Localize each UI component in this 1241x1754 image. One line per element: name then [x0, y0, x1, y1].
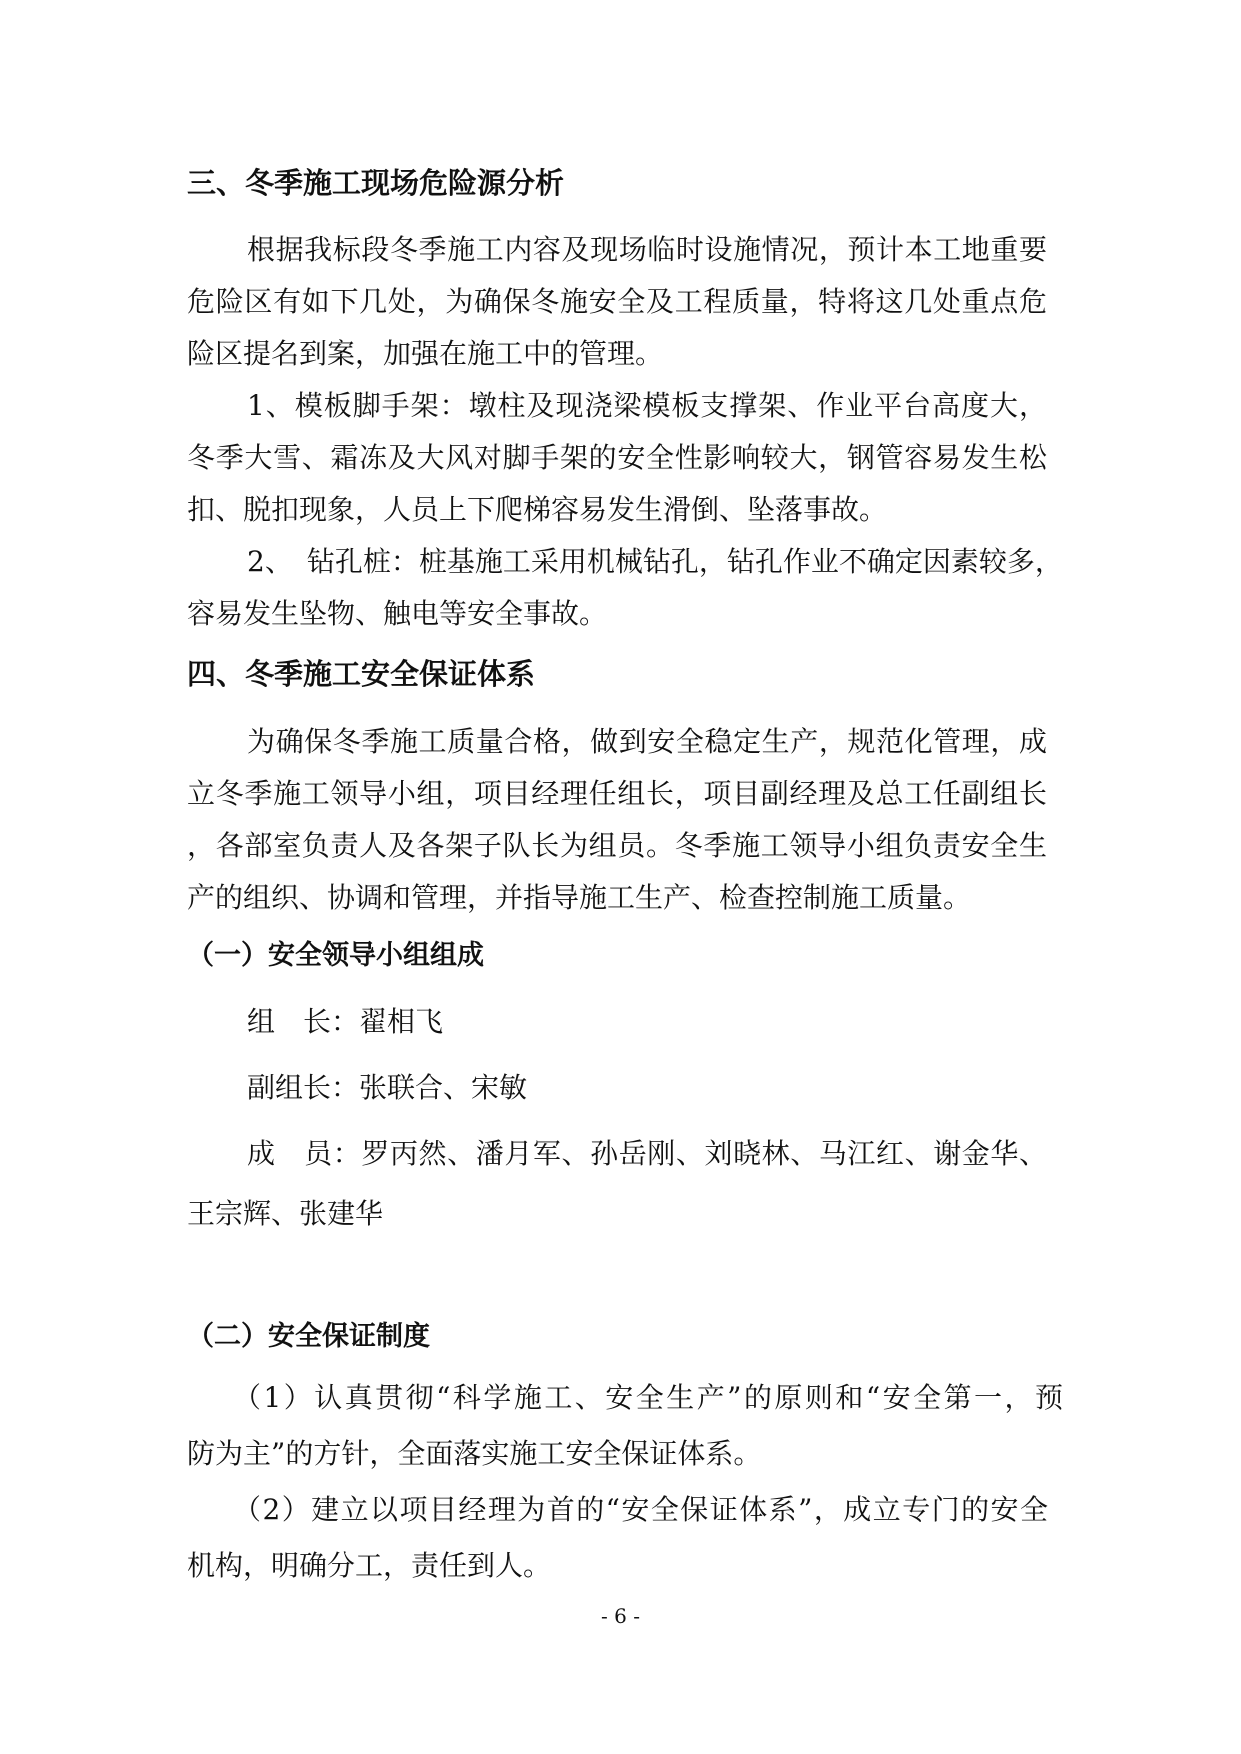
page-number: - 6 - [601, 1604, 640, 1628]
team-members-line-2: 王宗辉、张建华 [187, 1197, 384, 1230]
hazard-item-2-line-2: 容易发生坠物、触电等安全事故。 [187, 597, 608, 630]
section-3-intro-line-2: 危险区有如下几处，为确保冬施安全及工程质量，特将这几处重点危 [187, 285, 1047, 318]
hazard-item-1-line-1: 1、模板脚手架：墩柱及现浇梁模板支撑架、作业平台高度大， [247, 389, 1047, 422]
subsection-1-heading: （一）安全领导小组组成 [187, 940, 484, 971]
team-deputy-leaders: 副组长：张联合、宋敏 [247, 1071, 528, 1104]
section-3-heading: 三、冬季施工现场危险源分析 [187, 166, 565, 200]
hazard-item-2-line-1: 2、 钻孔桩：桩基施工采用机械钻孔，钻孔作业不确定因素较多， [247, 545, 1063, 578]
section-4-intro-line-2: 立冬季施工领导小组，项目经理任组长，项目副经理及总工任副组长 [187, 777, 1047, 810]
safety-rule-1-line-1: （1）认真贯彻“科学施工、安全生产”的原则和“安全第一，预 [233, 1381, 1063, 1414]
hazard-item-1-line-3: 扣、脱扣现象，人员上下爬梯容易发生滑倒、坠落事故。 [187, 493, 888, 526]
section-4-intro-line-4: 产的组织、协调和管理，并指导施工生产、检查控制施工质量。 [187, 881, 972, 914]
subsection-2-heading: （二）安全保证制度 [187, 1321, 430, 1352]
section-4-intro-line-1: 为确保冬季施工质量合格，做到安全稳定生产，规范化管理，成 [247, 725, 1047, 758]
team-leader: 组 长：翟相飞 [247, 1005, 444, 1038]
section-4-intro-line-3: ，各部室负责人及各架子队长为组员。冬季施工领导小组负责安全生 [187, 829, 1047, 862]
safety-rule-1-line-2: 防为主”的方针，全面落实施工安全保证体系。 [187, 1437, 762, 1470]
section-3-intro-line-3: 险区提名到案，加强在施工中的管理。 [187, 337, 664, 370]
safety-rule-2-line-2: 机构，明确分工，责任到人。 [187, 1549, 552, 1582]
section-4-heading: 四、冬季施工安全保证体系 [187, 657, 536, 691]
team-members-line-1: 成 员：罗丙然、潘月军、孙岳刚、刘晓林、马江红、谢金华、 [247, 1137, 1047, 1170]
safety-rule-2-line-1: （2）建立以项目经理为首的“安全保证体系”，成立专门的安全 [233, 1493, 1048, 1526]
section-3-intro-line-1: 根据我标段冬季施工内容及现场临时设施情况，预计本工地重要 [247, 233, 1047, 266]
hazard-item-1-line-2: 冬季大雪、霜冻及大风对脚手架的安全性影响较大，钢管容易发生松 [187, 441, 1047, 474]
